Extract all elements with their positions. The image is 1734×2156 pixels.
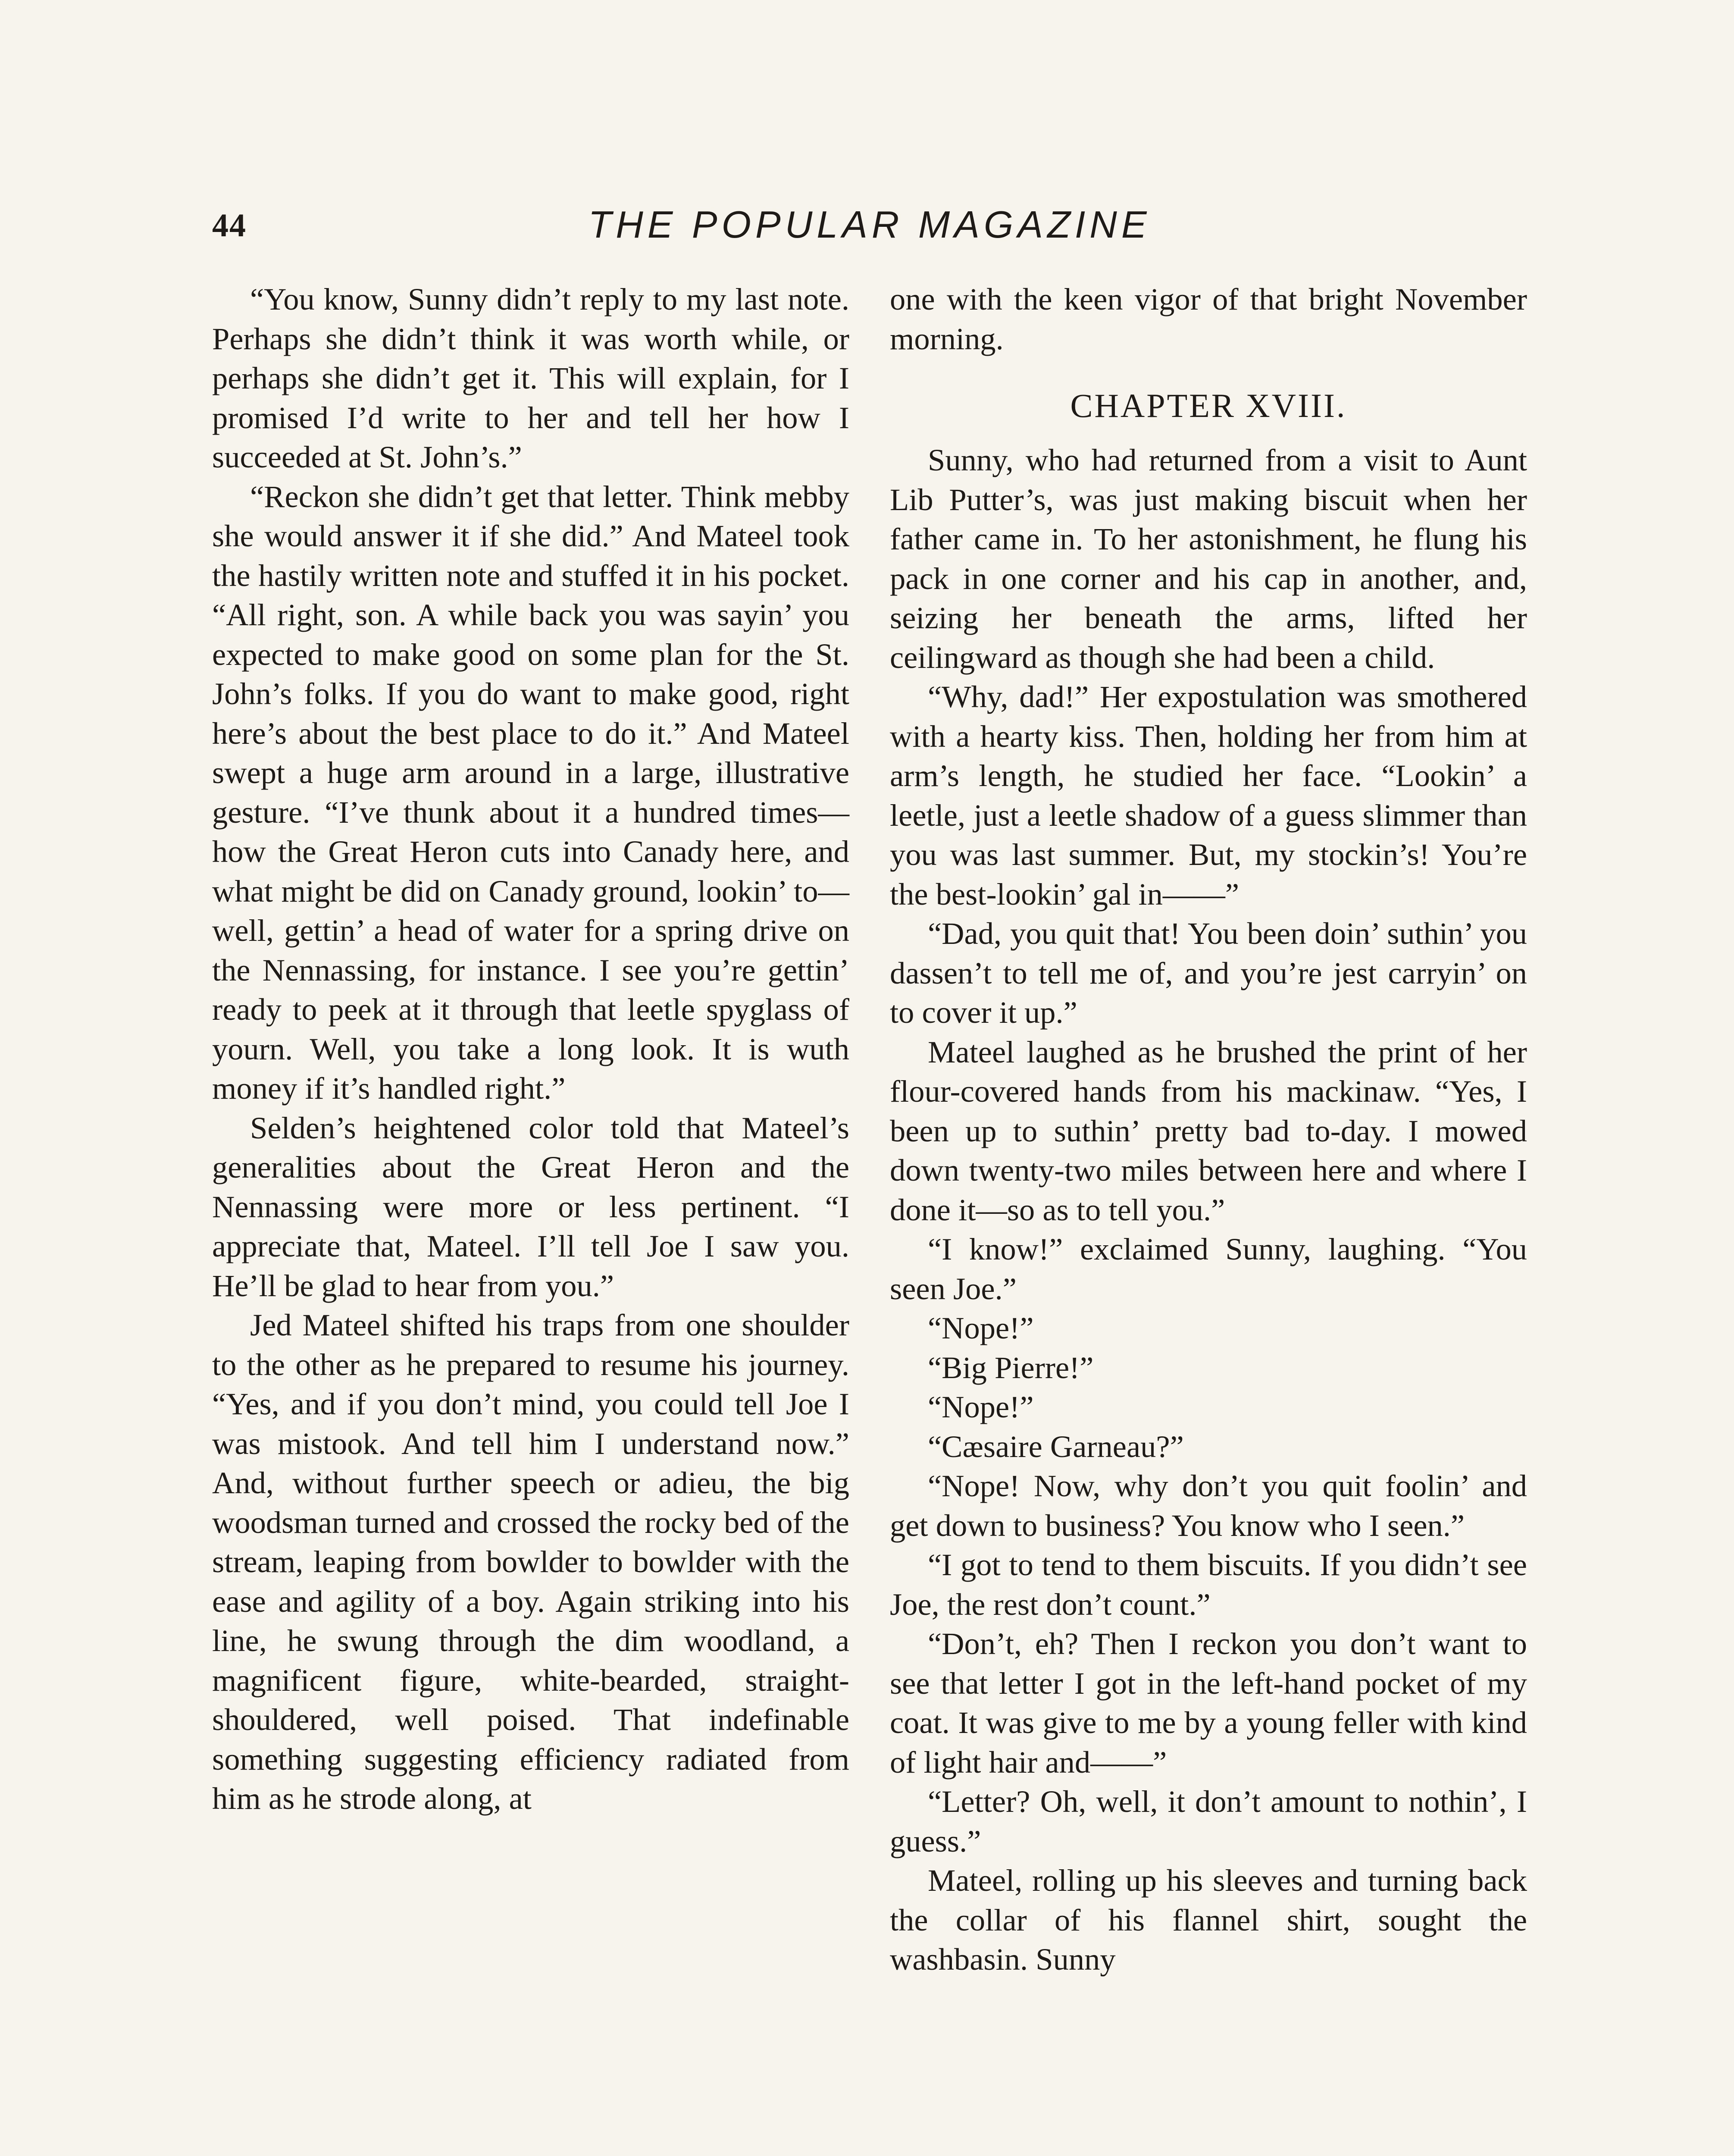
paragraph: “Don’t, eh? Then I reckon you don’t want to see that letter I got in the left-hand pocket of my coat. It was give to me by a young feller with kind of light hair and——”: [890, 1626, 1527, 1780]
paragraph: Jed Mateel shifted his traps from one shoulder to the other as he prepared to resume his journey. “Yes, and if you don’t mind, you could tell Joe I was mistook. And tell him I understand now.” And, without further speech or adieu, the big woodsman turned and crossed the rocky bed of the stream, leaping from bowlder to bowlder with the ease and agility of a boy. Again striking into his line, he swung through the dim woodland, a magnificent figure, white-bearded, straight-shouldered, well poised. That indefinable something suggesting efficiency radiated from him as he strode along, at: [212, 1307, 849, 1816]
paragraph: “Dad, you quit that! You been doin’ suthin’ you dassen’t to tell me of, and you’re jest carryin’ on to cover it up.”: [890, 916, 1527, 1030]
paragraph: “You know, Sunny didn’t reply to my last note. Perhaps she didn’t think it was worth while, or perhaps she didn’t get it. This will explain, for I promised I’d write to her and tell her how I succeeded at St. John’s.”: [212, 282, 849, 474]
paragraph: “Letter? Oh, well, it don’t amount to nothin’, I guess.”: [890, 1784, 1527, 1858]
paragraph: “I know!” exclaimed Sunny, laughing. “You seen Joe.”: [890, 1232, 1527, 1306]
paragraph: “Why, dad!” Her expostulation was smothered with a hearty kiss. Then, holding her from him at arm’s length, he studied her face. “Lookin’ a leetle, just a leetle shadow of a guess slimmer than you was last summer. But, my stockin’s! You’re the best-lookin’ gal in——”: [890, 679, 1527, 912]
magazine-title: THE POPULAR MAGAZINE: [588, 203, 1151, 246]
paragraph-continuation: one with the keen vigor of that bright November morning.: [890, 282, 1527, 356]
right-column: [890, 279, 1527, 1979]
paragraph: “Nope!”: [928, 1389, 1034, 1424]
paragraph: Mateel, rolling up his sleeves and turning back the collar of his flannel shirt, sought the washbasin. Sunny: [890, 1863, 1527, 1977]
paragraph: Sunny, who had returned from a visit to Aunt Lib Putter’s, was just making biscuit when her father came in. To her astonishment, he flung his pack in one corner and his cap in another, and, seizing her beneath the arms, lifted her ceilingward as though she had been a child.: [890, 442, 1527, 675]
page-number: 44: [212, 207, 247, 244]
paragraph: “Reckon she didn’t get that letter. Think mebby she would answer it if she did.” And Mateel took the hastily written note and stuffed it in his pocket. “All right, son. A while back you was sayin’ you expected to make good on some plan for the St. John’s folks. If you do want to make good, right here’s about the best place to do it.” And Mateel swept a huge arm around in a large, illustrative gesture. “I’ve thunk about it a hundred times—how the Great Heron cuts into Canady here, and what might be did on Canady ground, lookin’ to—well, gettin’ a head of water for a spring drive on the Nennassing, for instance. I see you’re gettin’ ready to peek at it through that leetle spyglass of yourn. Well, you take a long look. It is wuth money if it’s handled right.”: [212, 479, 849, 1106]
chapter-heading: CHAPTER XVIII.: [1070, 387, 1347, 424]
paragraph: “Nope!”: [928, 1310, 1034, 1345]
paragraph: Selden’s heightened color told that Mateel’s generalities about the Great Heron and the Nennassing were more or less pertinent. “I appreciate that, Mateel. I’ll tell Joe I saw you. He’ll be glad to hear from you.”: [212, 1110, 849, 1303]
paragraph: Mateel laughed as he brushed the print of her flour-covered hands from his mackinaw. “Yes, I been up to suthin’ pretty bad to-day. I mowed down twenty-two miles between here and where I done it—so as to tell you.”: [890, 1034, 1527, 1227]
paragraph: “Big Pierre!”: [928, 1350, 1094, 1385]
left-column: [212, 279, 849, 1818]
paragraph: “I got to tend to them biscuits. If you didn’t see Joe, the rest don’t count.”: [890, 1547, 1527, 1622]
paragraph: “Cæsaire Garneau?”: [928, 1429, 1184, 1464]
page-header: [212, 203, 1527, 259]
paragraph: “Nope! Now, why don’t you quit foolin’ and get down to business? You know who I seen.”: [890, 1468, 1527, 1543]
